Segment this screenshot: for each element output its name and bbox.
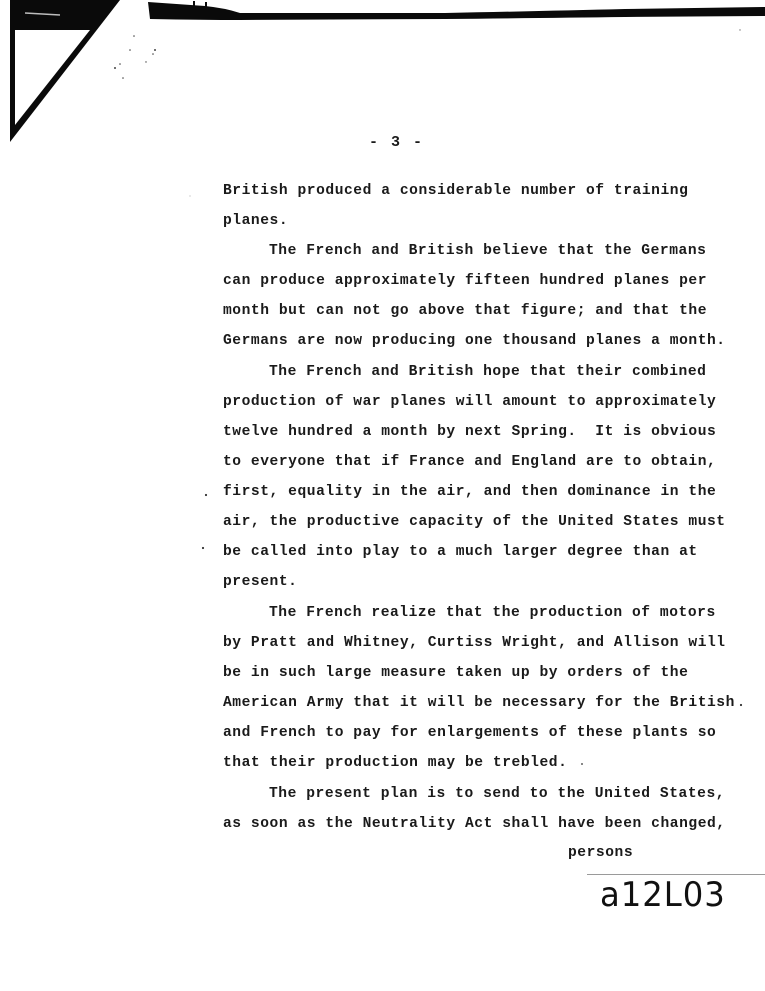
scan-top-edge-artifact <box>145 0 765 22</box>
text-line: month but can not go above that figure; and that the <box>223 303 707 319</box>
scan-corner-artifact <box>0 0 150 145</box>
text-line: The French and British believe that the Germans <box>269 243 707 259</box>
text-line: as soon as the Neutrality Act shall have been changed, <box>223 816 726 832</box>
text-line: that their production may be trebled. <box>223 755 568 771</box>
text-line: British produced a considerable number of training <box>223 183 689 199</box>
catchword: persons <box>568 845 634 861</box>
page-number: - 3 - <box>368 134 424 151</box>
text-line: The present plan is to send to the United States, <box>269 786 726 802</box>
text-line: production of war planes will amount to approximately <box>223 394 717 410</box>
text-line: The French realize that the production of motors <box>269 605 716 621</box>
text-line: first, equality in the air, and then dominance in the <box>223 484 717 500</box>
text-line: can produce approximately fifteen hundred planes per <box>223 273 707 289</box>
text-line: American Army that it will be necessary for the British <box>223 695 735 711</box>
text-line: twelve hundred a month by next Spring. It is obvious <box>223 424 717 440</box>
text-line: be in such large measure taken up by orders of the <box>223 665 689 681</box>
text-line: present. <box>223 574 298 590</box>
text-line: planes. <box>223 213 289 229</box>
text-line: be called into play to a much larger degree than at <box>223 544 698 560</box>
text-line: and French to pay for enlargements of these plants so <box>223 725 717 741</box>
text-line: to everyone that if France and England are to obtain, <box>223 454 717 470</box>
text-line: The French and British hope that their combined <box>269 364 707 380</box>
handwritten-archive-number: a12L03 <box>600 875 726 915</box>
text-line: Germans are now producing one thousand planes a month. <box>223 333 726 349</box>
text-line: by Pratt and Whitney, Curtiss Wright, and Allison will <box>223 635 726 651</box>
text-line: air, the productive capacity of the United States must <box>223 514 726 530</box>
